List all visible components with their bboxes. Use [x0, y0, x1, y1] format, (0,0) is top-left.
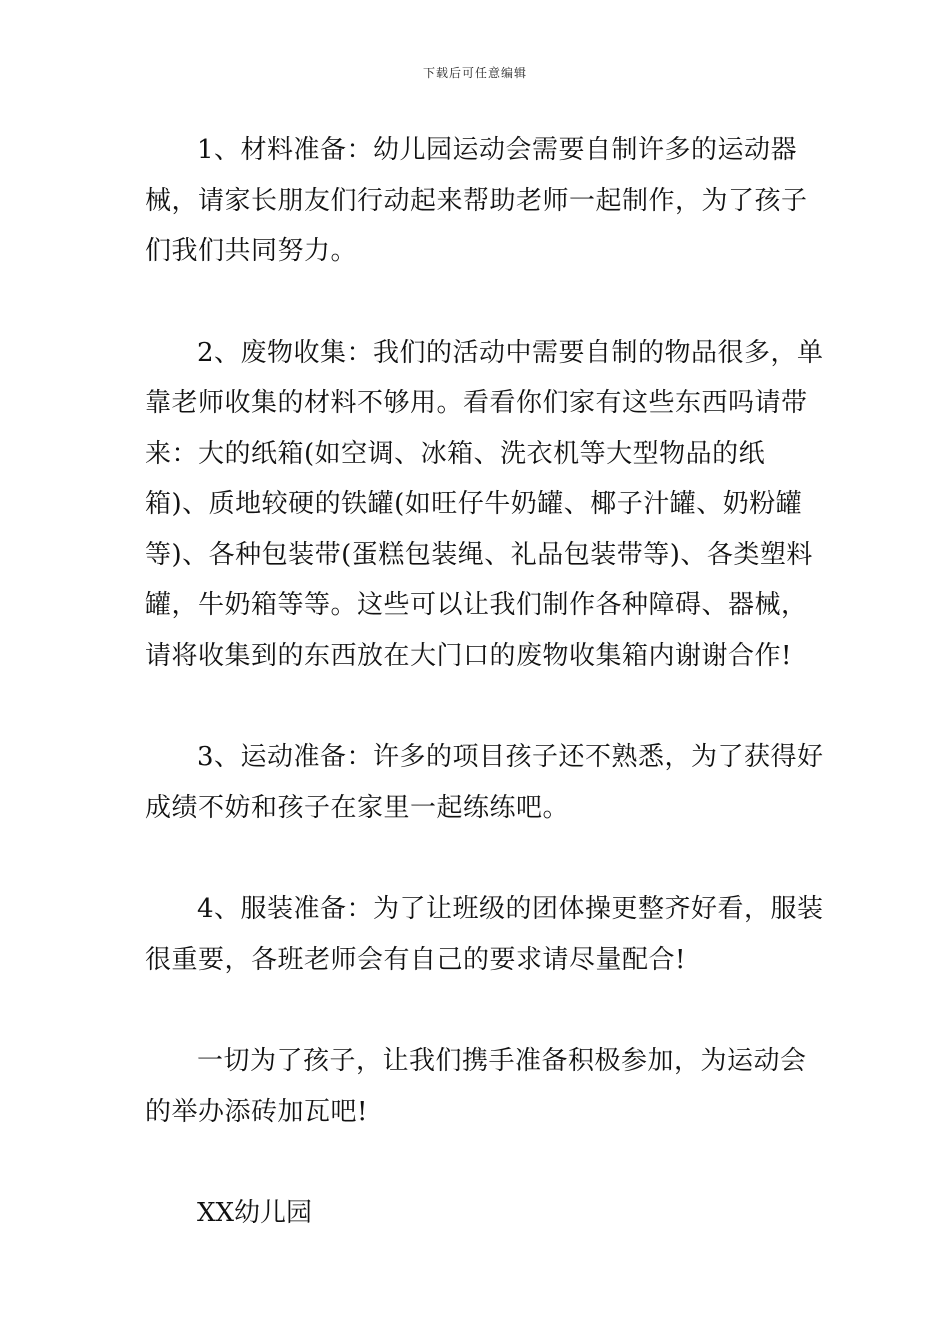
header-note: 下载后可任意编辑 — [422, 66, 527, 80]
paragraph-waste-collection: 2、废物收集：我们的活动中需要自制的物品很多，单靠老师收集的材料不够用。看看你们家有这些东西吗请带来：大的纸箱(如空调、冰箱、洗衣机等大型物品的纸箱)、质地较硬的铁罐(如旺仔牛奶罐、椰子汁罐、奶粉罐等)、各种包装带(蛋糕包装绳、礼品包装带等)、各类塑料罐，牛奶箱等等。这些可以让我们制作各种障碍、器械，请将收集到的东西放在大门口的废物收集箱内谢谢合作! — [145, 337, 824, 671]
paragraph-clothing: 4、服装准备：为了让班级的团体操更整齐好看，服装很重要，各班老师会有自己的要求请尽量配合! — [145, 894, 824, 975]
document-body — [145, 125, 825, 1238]
paragraph-sports-practice: 3、运动准备：许多的项目孩子还不熟悉，为了获得好成绩不妨和孩子在家里一起练练吧。 — [145, 742, 824, 823]
signature: XX幼儿园 — [197, 1198, 313, 1228]
paragraph-materials: 1、材料准备：幼儿园运动会需要自制许多的运动器械，请家长朋友们行动起来帮助老师一起制作，为了孩子们我们共同努力。 — [145, 135, 808, 266]
paragraph-closing: 一切为了孩子，让我们携手准备积极参加，为运动会的举办添砖加瓦吧! — [145, 1046, 807, 1127]
